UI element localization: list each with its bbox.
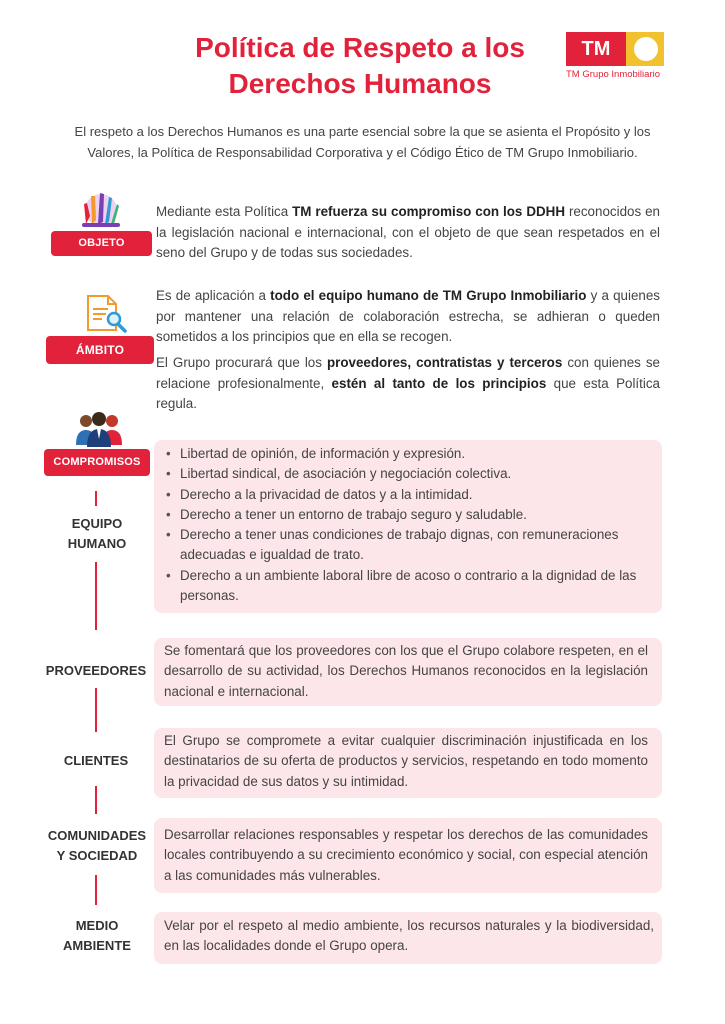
comunidades-label: COMUNIDADES Y SOCIEDAD	[47, 828, 147, 863]
list-item: • Derecho a tener un entorno de trabajo seguro y saludable.	[164, 505, 646, 525]
list-item: • Libertad sindical, de asociación y negociación colectiva.	[164, 464, 646, 484]
logo-text: TM Grupo Inmobiliario	[566, 69, 660, 80]
logo-box	[566, 32, 664, 66]
connector-line	[95, 786, 97, 814]
ambito-text-2: El Grupo procurará que los proveedores, contratistas y terceros con quienes se relacione profesionalmente, estén al tanto de los principios que esta Política regula.	[156, 355, 660, 411]
connector-line	[95, 875, 97, 905]
logo-mark: TM	[566, 32, 626, 66]
clientes-text: El Grupo se compromete a evitar cualquier discriminación injustificada en los destinatarios de su oferta de productos y servicios, respetando en todo momento la privacidad de sus datos y su intimidad.	[164, 733, 648, 789]
title-line-1: Política de Respeto a los	[195, 32, 525, 63]
logo-circle-icon	[634, 37, 658, 61]
comunidades-box	[154, 818, 662, 893]
equipo-humano-label: EQUIPO HUMANO	[67, 516, 127, 551]
connector-line	[95, 562, 97, 630]
objeto-badge: OBJETO	[51, 231, 152, 256]
clientes-label: CLIENTES	[63, 753, 129, 768]
ambito-badge: ÁMBITO	[46, 336, 154, 364]
company-logo	[566, 32, 664, 84]
ambito-text-1: Es de aplicación a todo el equipo humano de TM Grupo Inmobiliario y a quienes por mantener una relación de colaboración estrecha, se adhieran o queden sometidos a los principios que en ella se recogen.	[156, 288, 660, 344]
equipo-humano-box	[154, 440, 662, 613]
raised-hands-icon	[76, 190, 126, 228]
proveedores-label: PROVEEDORES	[45, 663, 147, 678]
compromisos-badge: COMPROMISOS	[44, 449, 150, 476]
people-group-icon	[73, 411, 125, 447]
medio-ambiente-label: MEDIO AMBIENTE	[63, 918, 131, 953]
clientes-box	[154, 728, 662, 798]
proveedores-box	[154, 638, 662, 706]
title-line-2: Derechos Humanos	[228, 68, 492, 99]
equipo-humano-list	[164, 444, 646, 606]
list-item: • Derecho a un ambiente laboral libre de acoso o contrario a la dignidad de las personas.	[164, 566, 646, 607]
comunidades-text: Desarrollar relaciones responsables y respetar los derechos de las comunidades locales contribuyendo a su crecimiento económico y social, con especial atención a las comunidades más vulnerables.	[164, 827, 648, 883]
medio-ambiente-box	[154, 912, 662, 964]
page-title	[150, 30, 570, 102]
connector-line	[95, 688, 97, 732]
connector-line	[95, 491, 97, 506]
intro-text: El respeto a los Derechos Humanos es una parte esencial sobre la que se asienta el Propósito y los Valores, la Política de Responsabilidad Corporativa y el Código Ético de TM Grupo Inmobiliario.	[74, 124, 651, 160]
objeto-text: Mediante esta Política TM refuerza su compromiso con los DDHH reconocidos en la legislación nacional e internacional, con el objeto de que sean respetados en el seno del Grupo y de todas sus sociedades.	[156, 204, 660, 260]
proveedores-text: Se fomentará que los proveedores con los que el Grupo colabore respeten, en el desarrollo de su actividad, los Derechos Humanos reconocidos en la legislación nacional e internacional.	[164, 643, 648, 699]
list-item: • Derecho a tener unas condiciones de trabajo dignas, con remuneraciones adecuadas e igualdad de trato.	[164, 525, 646, 566]
medio-ambiente-text: Velar por el respeto al medio ambiente, los recursos naturales y la biodiversidad, en las localidades donde el Grupo opera.	[164, 918, 654, 954]
document-search-icon	[84, 294, 128, 334]
list-item: • Libertad de opinión, de información y expresión.	[164, 444, 646, 464]
list-item: • Derecho a la privacidad de datos y a la intimidad.	[164, 485, 646, 505]
